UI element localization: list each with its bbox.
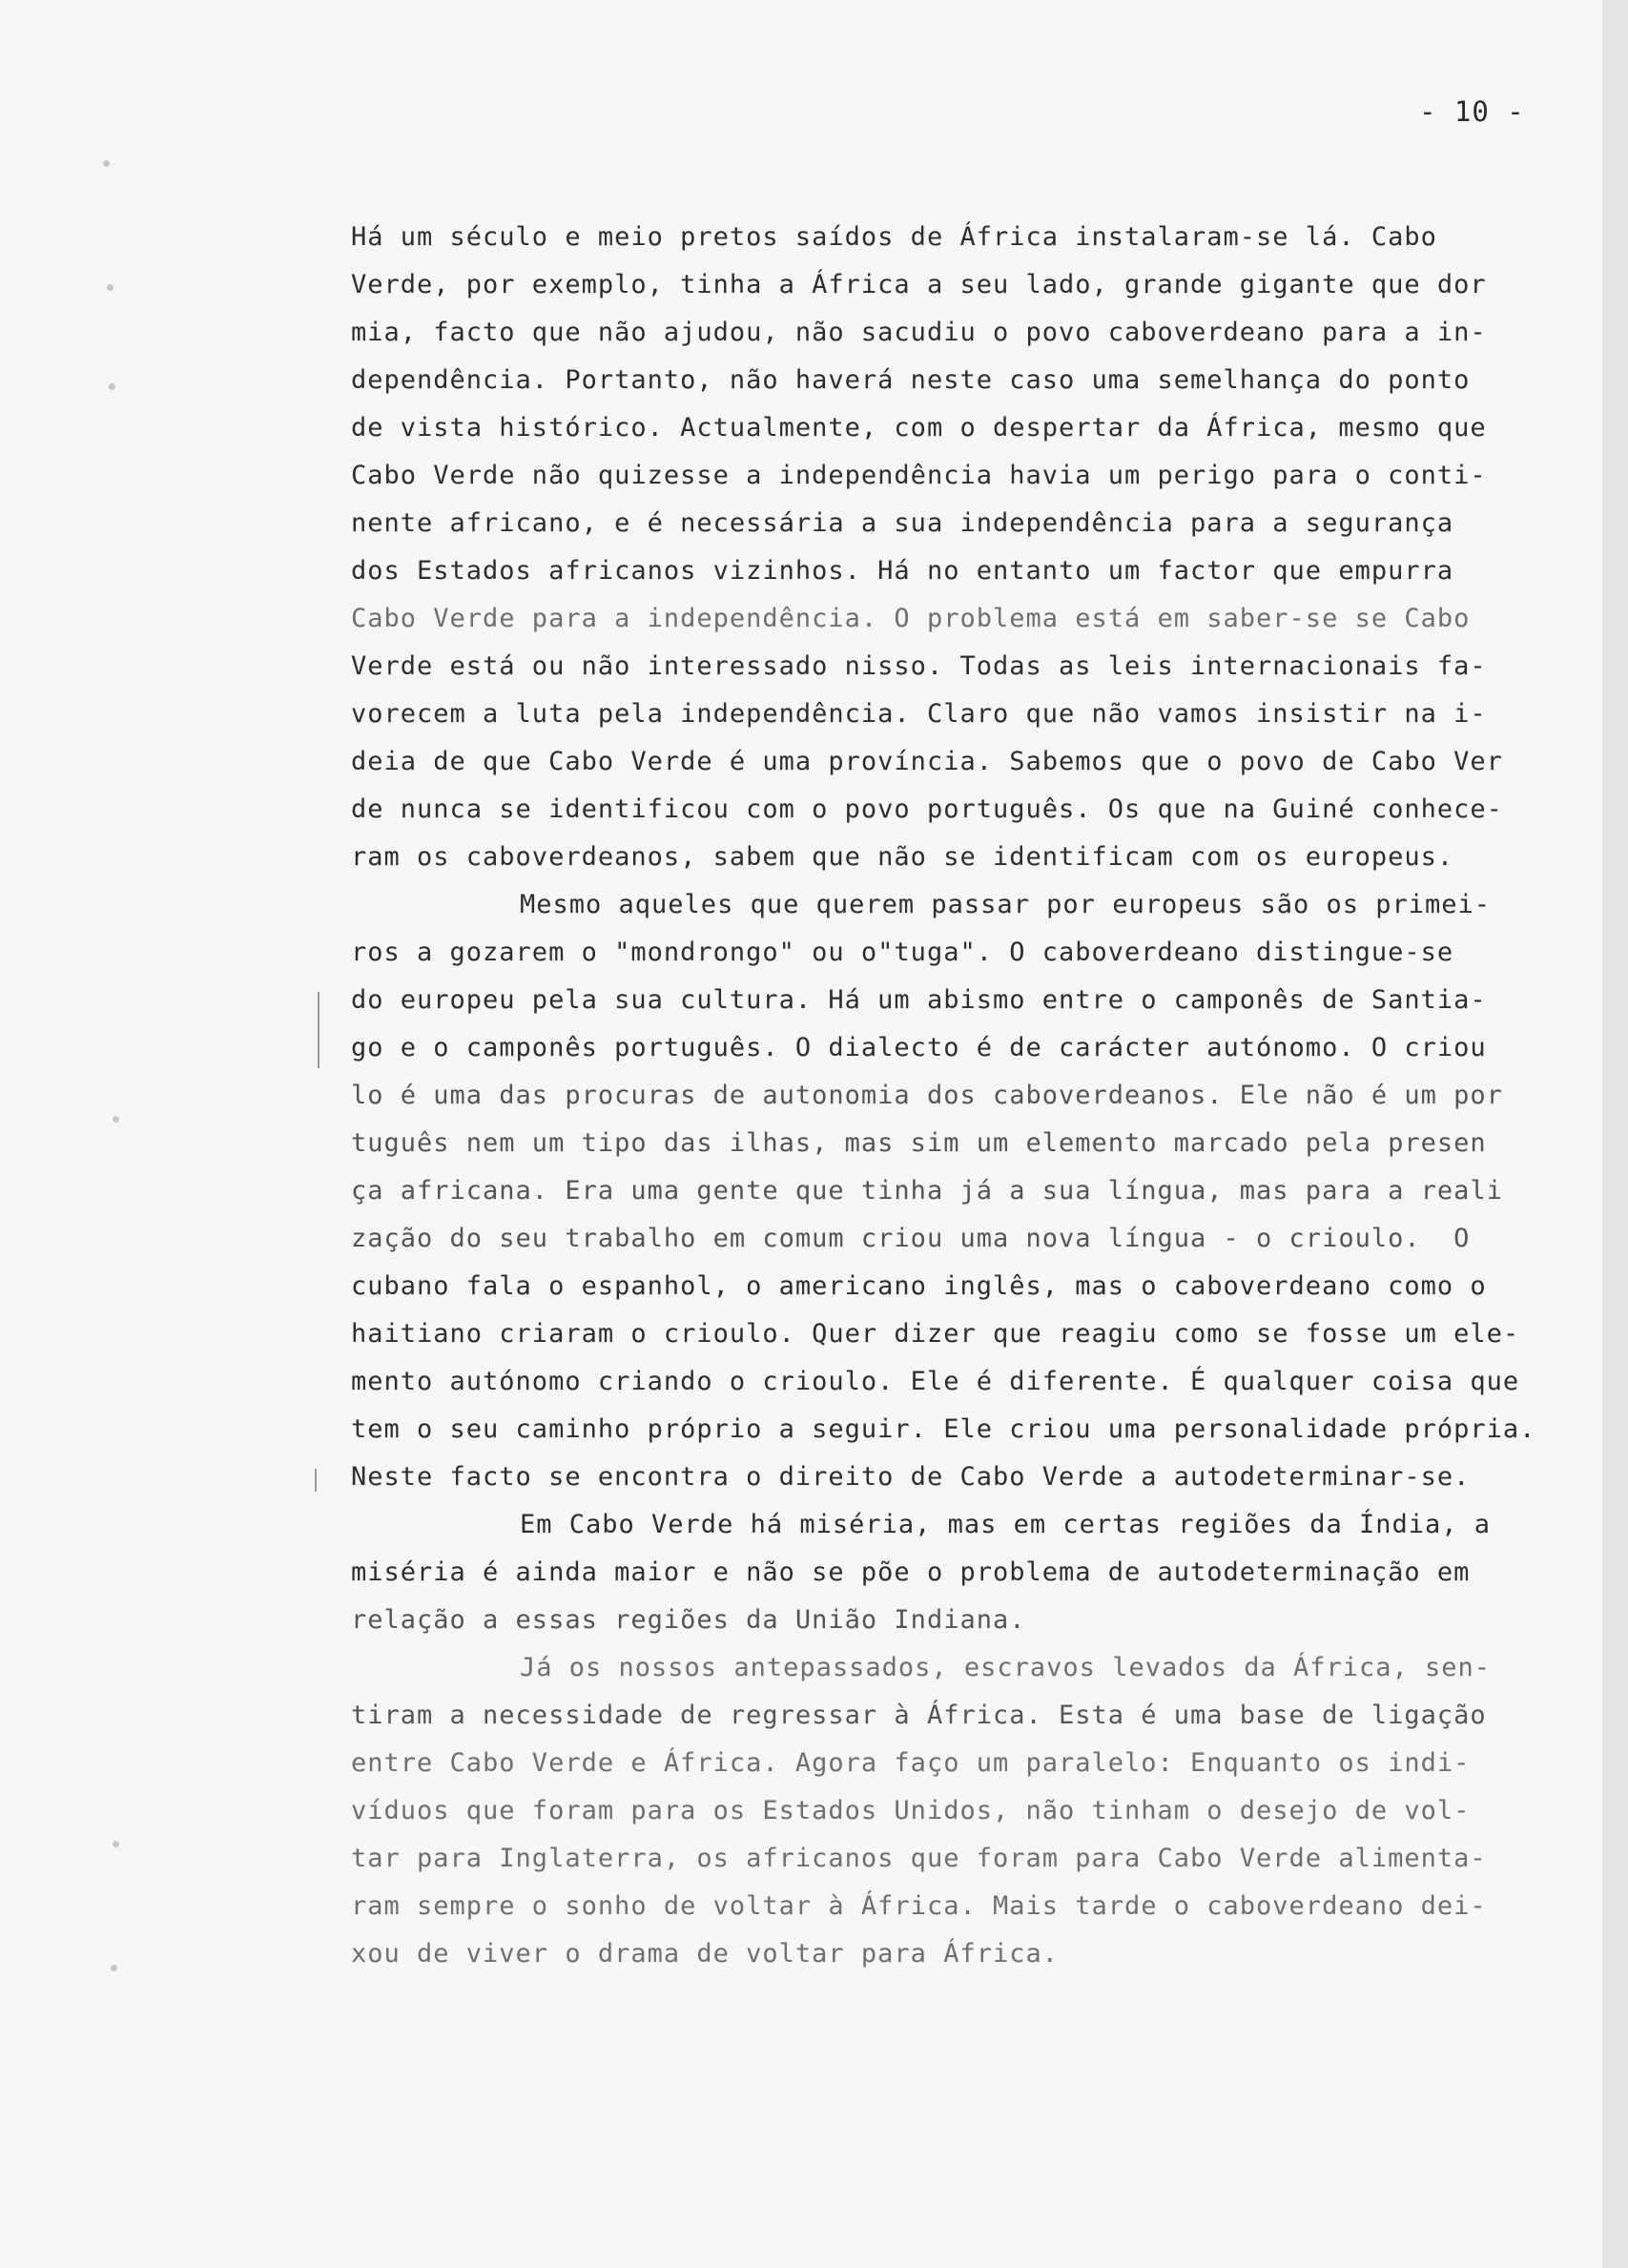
text-line: Neste facto se encontra o direito de Cabo Verde a autodeterminar-se. — [351, 1462, 1471, 1492]
text-line: Verde está ou não interessado nisso. Todas as leis internacionais fa- — [351, 651, 1487, 681]
binding-hole-mark — [113, 1841, 119, 1847]
text-line: zação do seu trabalho em comum criou uma nova língua - o crioulo. O — [351, 1224, 1471, 1253]
text-line: deia de que Cabo Verde é uma província. Sabemos que o povo de Cabo Ver — [351, 747, 1503, 776]
text-line: Mesmo aqueles que querem passar por europeus são os primei- — [520, 890, 1492, 919]
text-line: tem o seu caminho próprio a seguir. Ele criou uma personalidade própria. — [351, 1414, 1536, 1444]
margin-pen-mark — [318, 992, 319, 1068]
text-line: mia, facto que não ajudou, não sacudiu o povo caboverdeano para a in- — [351, 318, 1487, 347]
text-line: de vista histórico. Actualmente, com o despertar da África, mesmo que — [351, 413, 1487, 443]
binding-hole-mark — [109, 383, 115, 390]
text-line: tar para Inglaterra, os africanos que foram para Cabo Verde alimenta- — [351, 1844, 1487, 1873]
text-line: ça africana. Era uma gente que tinha já a sua língua, mas para a reali — [351, 1176, 1503, 1206]
text-line: do europeu pela sua cultura. Há um abismo entre o camponês de Santia- — [351, 985, 1487, 1015]
text-line: víduos que foram para os Estados Unidos, não tinham o desejo de vol- — [351, 1796, 1471, 1825]
text-line: ram sempre o sonho de voltar à África. Mais tarde o caboverdeano dei- — [351, 1891, 1487, 1921]
binding-hole-mark — [103, 160, 110, 167]
text-line: go e o camponês português. O dialecto é de carácter autónomo. O criou — [351, 1033, 1487, 1062]
text-line: ram os caboverdeanos, sabem que não se identificam com os europeus. — [351, 842, 1454, 872]
text-line: cubano fala o espanhol, o americano inglês, mas o caboverdeano como o — [351, 1271, 1487, 1301]
text-line: relação a essas regiões da União Indiana. — [351, 1605, 1026, 1635]
text-line: dos Estados africanos vizinhos. Há no entanto um factor que empurra — [351, 556, 1454, 586]
text-line: Cabo Verde não quizesse a independência havia um perigo para o conti- — [351, 461, 1487, 490]
page-number: - 10 - — [1419, 95, 1525, 128]
text-line: entre Cabo Verde e África. Agora faço um paralelo: Enquanto os indi- — [351, 1748, 1471, 1778]
text-line: tiram a necessidade de regressar à África. Esta é uma base de ligação — [351, 1701, 1487, 1730]
binding-hole-mark — [111, 1965, 117, 1971]
text-line: dependência. Portanto, não haverá neste caso uma semelhança do ponto — [351, 365, 1471, 395]
document-body — [351, 214, 1534, 1978]
text-line: lo é uma das procuras de autonomia dos caboverdeanos. Ele não é um por — [351, 1081, 1503, 1110]
text-line: xou de viver o drama de voltar para África. — [351, 1939, 1059, 1969]
text-line: vorecem a luta pela independência. Claro que não vamos insistir na i- — [351, 699, 1487, 729]
text-line: Já os nossos antepassados, escravos levados da África, sen- — [520, 1653, 1492, 1682]
text-line: ros a gozarem o "mondrongo" ou o"tuga". O caboverdeano distingue-se — [351, 938, 1454, 967]
text-line: nente africano, e é necessária a sua independência para a segurança — [351, 508, 1454, 538]
margin-pen-mark — [315, 1469, 317, 1492]
text-line: Há um século e meio pretos saídos de África instalaram-se lá. Cabo — [351, 222, 1437, 252]
text-line: Cabo Verde para a independência. O problema está em saber-se se Cabo — [351, 604, 1471, 633]
text-line: miséria é ainda maior e não se põe o problema de autodeterminação em — [351, 1557, 1471, 1587]
scan-background-edge — [1602, 0, 1628, 2268]
text-line: haitiano criaram o crioulo. Quer dizer que reagiu como se fosse um ele- — [351, 1319, 1520, 1349]
text-line: tuguês nem um tipo das ilhas, mas sim um elemento marcado pela presen — [351, 1128, 1487, 1158]
text-line: Em Cabo Verde há miséria, mas em certas regiões da Índia, a — [520, 1510, 1492, 1539]
text-line: mento autónomo criando o crioulo. Ele é diferente. É qualquer coisa que — [351, 1367, 1520, 1396]
binding-hole-mark — [107, 284, 113, 291]
text-line: Verde, por exemplo, tinha a África a seu lado, grande gigante que dor — [351, 270, 1487, 299]
text-line: de nunca se identificou com o povo português. Os que na Guiné conhece- — [351, 794, 1503, 824]
binding-hole-mark — [113, 1116, 119, 1123]
